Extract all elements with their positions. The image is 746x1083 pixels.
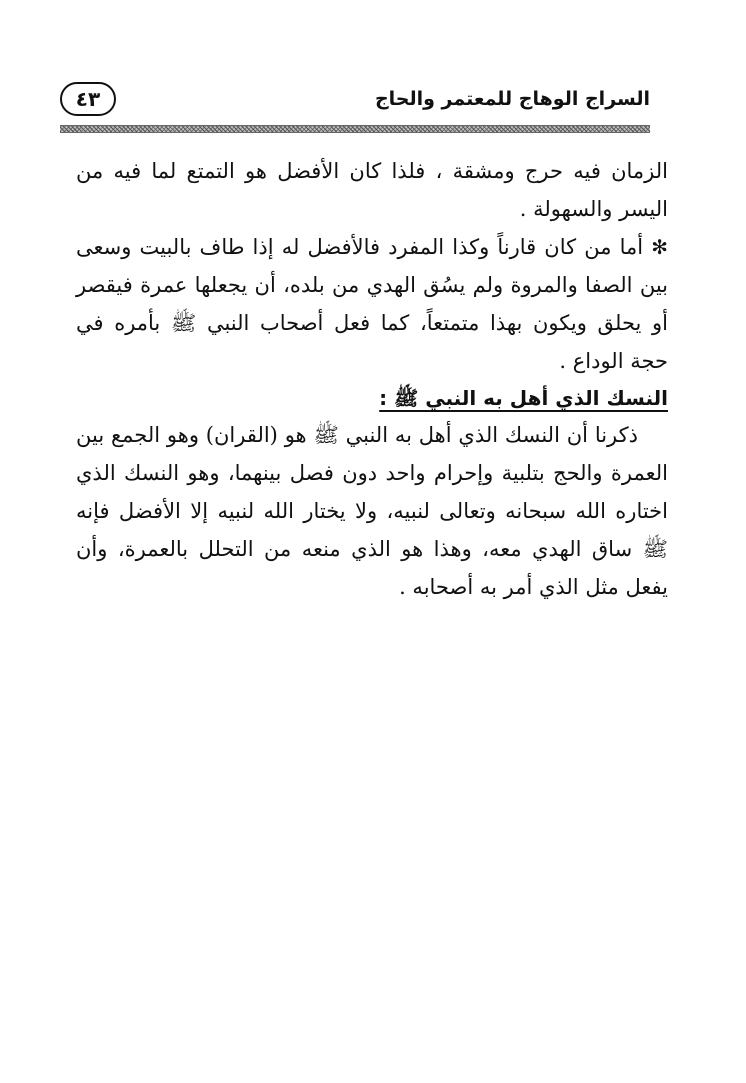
page-header [60,82,650,122]
page-number: ٤٣ [60,82,116,116]
asterisk-bullet-icon: ✻ [651,235,668,259]
running-title: السراج الوهاج للمعتمر والحاج [374,88,650,110]
bullet-paragraph [76,228,668,380]
paragraph: الزمان فيه حرج ومشقة ، فلذا كان الأفضل هو التمتع لما فيه من اليسر والسهولة . [76,159,668,221]
section-heading: النسك الذي أهل به النبي ﷺ : [379,386,668,410]
paragraph-text: أما من كان قارناً وكذا المفرد فالأفضل له إذا طاف بالبيت وسعى بين الصفا والمروة ولم يسُق الهدي من بلده، أن يجعلها عمرة فيقصر أو يحلق ويكون بهذا متمتعاً، كما فعل أصحاب النبي ﷺ بأمره في حجة الوداع . [76,235,668,373]
paragraph: ذكرنا أن النسك الذي أهل به النبي ﷺ هو (القران) وهو الجمع بين العمرة والحج بتلبية وإحرام واحد دون فصل بينهما، وهو النسك الذي اختاره الله سبحانه وتعالى لنبيه، ولا يختار الله لنبيه إلا الأفضل فإنه ﷺ ساق الهدي معه، وهذا هو الذي منعه من التحلل بالعمرة، وأن يفعل مثل الذي أمر به أصحابه . [76,423,668,599]
header-divider [60,125,650,133]
page-body [76,152,668,606]
